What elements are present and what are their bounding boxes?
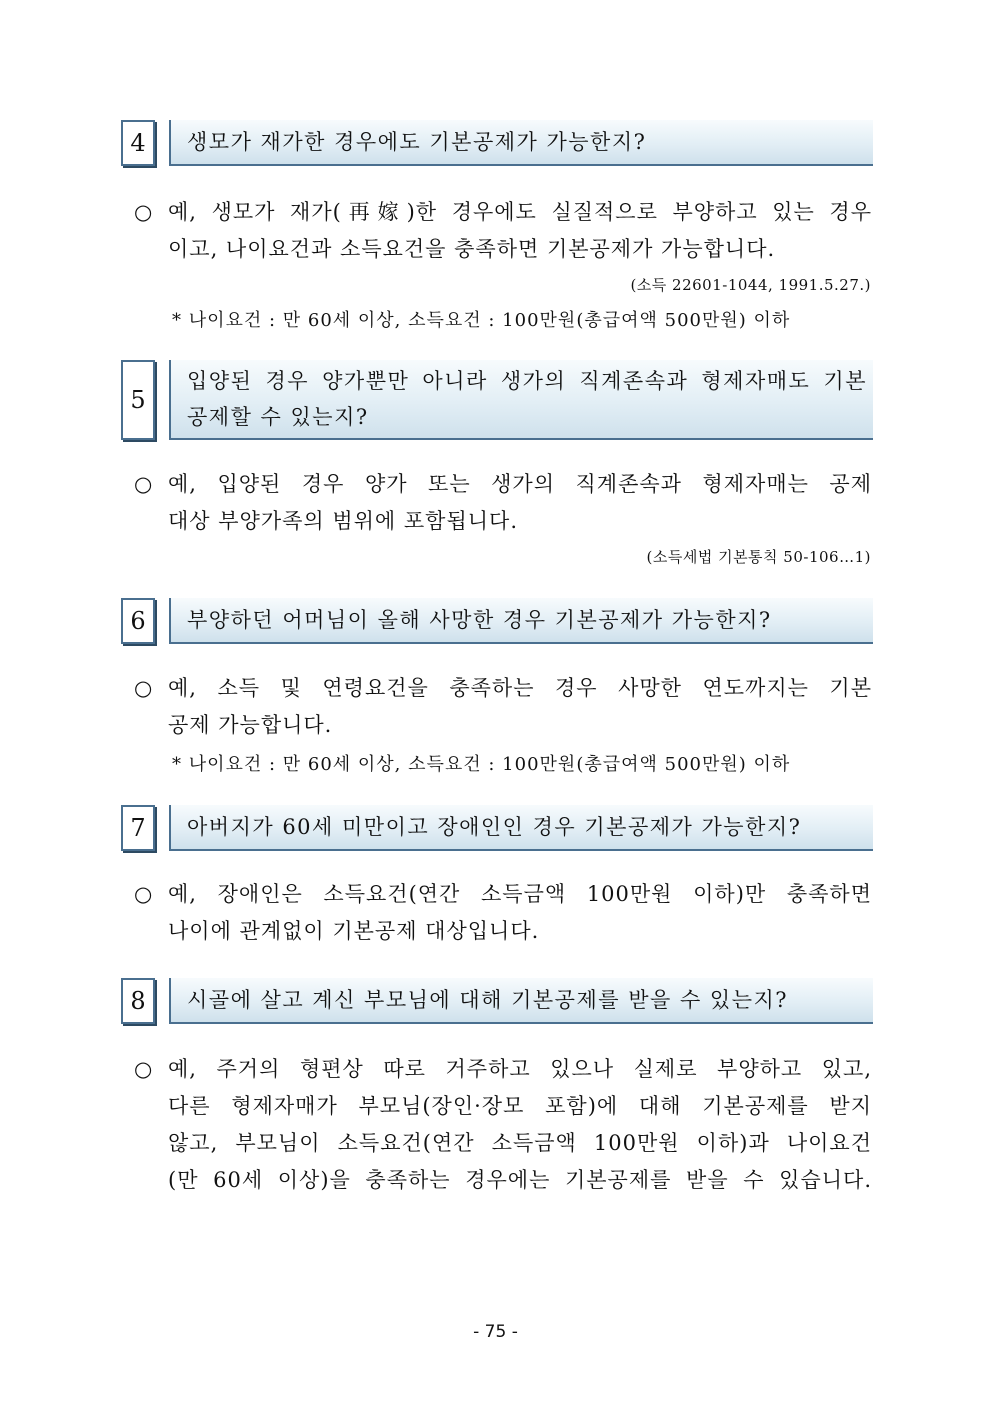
reference-citation: (소득세법 기본통칙 50-106…1)	[646, 548, 871, 566]
answer-line: 대상 부양가족의 범위에 포함됩니다.	[168, 509, 518, 533]
answer-line: (만 60세 이상)을 충족하는 경우에는 기본공제를 받을 수 있습니다.	[168, 1168, 872, 1192]
question-title: 아버지가 60세 미만이고 장애인인 경우 기본공제가 가능한지?	[169, 805, 873, 851]
question-6-answer	[134, 670, 872, 744]
question-number: 6	[121, 598, 155, 644]
answer-line: 예, 장애인은 소득요건(연간 소득금액 100만원 이하)만 충족하면	[168, 882, 872, 906]
question-title: 시골에 살고 계신 부모님에 대해 기본공제를 받을 수 있는지?	[169, 978, 873, 1024]
question-7-answer	[134, 876, 872, 950]
question-number: 5	[121, 360, 155, 440]
question-title: 생모가 재가한 경우에도 기본공제가 가능한지?	[169, 120, 873, 166]
bullet-circle: ○	[134, 200, 153, 224]
page-number: - 75 -	[473, 1322, 518, 1342]
bullet-circle: ○	[134, 676, 153, 700]
bullet-circle: ○	[134, 472, 153, 496]
question-4-header	[121, 120, 873, 166]
answer-line: 이고, 나이요건과 소득요건을 충족하면 기본공제가 가능합니다.	[168, 237, 776, 261]
answer-line: 다른 형제자매가 부모님(장인·장모 포함)에 대해 기본공제를 받지	[168, 1094, 872, 1118]
question-4-answer	[134, 194, 872, 268]
question-8-answer	[134, 1051, 872, 1199]
answer-line: 공제 가능합니다.	[168, 713, 333, 737]
answer-line: 예, 생모가 재가(再嫁)한 경우에도 실질적으로 부양하고 있는 경우	[168, 200, 872, 224]
question-5-answer	[134, 466, 872, 540]
footnote: * 나이요건 : 만 60세 이상, 소득요건 : 100만원(총급여액 500만원) 이하	[172, 310, 791, 331]
bullet-circle: ○	[134, 1057, 153, 1081]
question-number: 8	[121, 978, 155, 1024]
answer-line: 예, 입양된 경우 양가 또는 생가의 직계존속과 형제자매는 공제	[168, 472, 872, 496]
question-title-line: 입양된 경우 양가뿐만 아니라 생가의 직계존속과 형제자매도 기본	[187, 369, 867, 393]
question-title-line: 공제할 수 있는지?	[187, 405, 369, 429]
question-6-header	[121, 598, 873, 644]
answer-line: 나이에 관계없이 기본공제 대상입니다.	[168, 919, 540, 943]
question-number: 4	[121, 120, 155, 166]
answer-line: 예, 소득 및 연령요건을 충족하는 경우 사망한 연도까지는 기본	[168, 676, 872, 700]
question-5-header	[121, 360, 873, 440]
question-number: 7	[121, 805, 155, 851]
answer-line: 않고, 부모님이 소득요건(연간 소득금액 100만원 이하)과 나이요건	[168, 1131, 872, 1155]
question-title: 부양하던 어머님이 올해 사망한 경우 기본공제가 가능한지?	[169, 598, 873, 644]
reference-citation: (소득 22601-1044, 1991.5.27.)	[630, 276, 871, 294]
question-title	[169, 360, 873, 440]
footnote: * 나이요건 : 만 60세 이상, 소득요건 : 100만원(총급여액 500만원) 이하	[172, 754, 791, 775]
question-8-header	[121, 978, 873, 1024]
answer-line: 예, 주거의 형편상 따로 거주하고 있으나 실제로 부양하고 있고,	[168, 1057, 872, 1081]
question-7-header	[121, 805, 873, 851]
bullet-circle: ○	[134, 882, 153, 906]
